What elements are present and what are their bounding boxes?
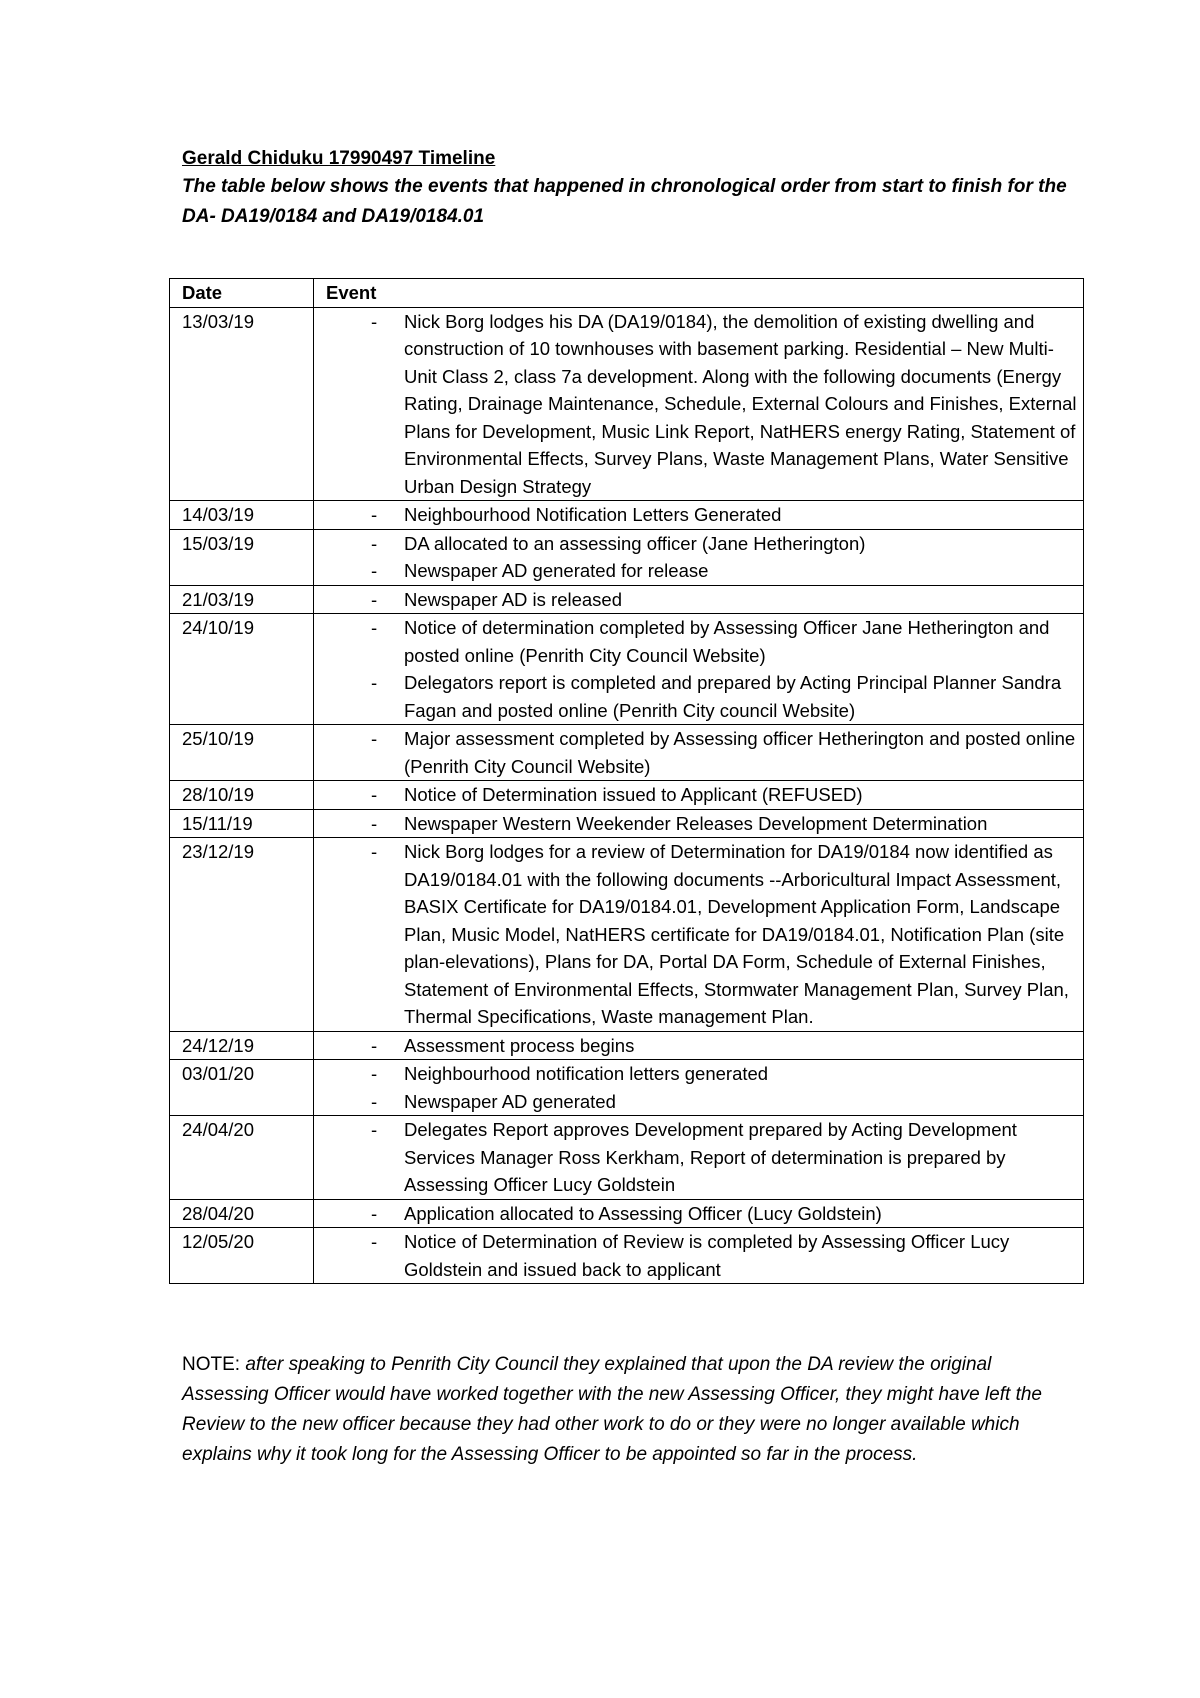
event-list — [326, 308, 1077, 501]
table-row — [170, 1228, 1084, 1284]
event-list — [326, 1032, 1077, 1060]
row-date: 25/10/19 — [170, 725, 314, 781]
event-list — [326, 1228, 1077, 1283]
row-events — [314, 307, 1084, 501]
table-row — [170, 725, 1084, 781]
event-list — [326, 838, 1077, 1031]
event-item: - Newspaper AD is released — [326, 586, 1077, 614]
column-header-event: Event — [314, 279, 1084, 308]
row-events — [314, 725, 1084, 781]
row-events — [314, 1199, 1084, 1228]
row-events — [314, 585, 1084, 614]
event-list — [326, 614, 1077, 724]
event-list — [326, 586, 1077, 614]
event-item: - Delegates Report approves Development prepared by Acting Development Services Manager Ross Kerkham, Report of determination is prepared by Assessing Officer Lucy Goldstein — [326, 1116, 1077, 1199]
event-item: - Newspaper Western Weekender Releases Development Determination — [326, 810, 1077, 838]
row-events — [314, 781, 1084, 810]
event-item: - Nick Borg lodges his DA (DA19/0184), the demolition of existing dwelling and construction of 10 townhouses with basement parking. Residential – New Multi-Unit Class 2, class 7a development. Along with the following documents (Energy Rating, Drainage Maintenance, Schedule, External Colours and Finishes, External Plans for Development, Music Link Report, NatHERS energy Rating, Statement of Environmental Effects, Survey Plans, Waste Management Plans, Water Sensitive Urban Design Strategy — [326, 308, 1077, 501]
row-events — [314, 809, 1084, 838]
table-row — [170, 585, 1084, 614]
event-item: - Notice of Determination issued to Applicant (REFUSED) — [326, 781, 1077, 809]
row-date: 13/03/19 — [170, 307, 314, 501]
row-date: 23/12/19 — [170, 838, 314, 1032]
row-events — [314, 501, 1084, 530]
event-item: - Application allocated to Assessing Officer (Lucy Goldstein) — [326, 1200, 1077, 1228]
row-date: 21/03/19 — [170, 585, 314, 614]
page-subtitle: The table below shows the events that happened in chronological order from start to finish for the DA- DA19/0184 and DA19/0184.01 — [182, 176, 1067, 227]
column-header-date: Date — [170, 279, 314, 308]
event-item: - Newspaper AD generated for release — [326, 557, 1077, 585]
table-row — [170, 1031, 1084, 1060]
event-list — [326, 1200, 1077, 1228]
table-row — [170, 1199, 1084, 1228]
row-events — [314, 614, 1084, 725]
event-item: - DA allocated to an assessing officer (Jane Hetherington) — [326, 530, 1077, 558]
timeline-body — [170, 307, 1084, 1284]
event-list — [326, 725, 1077, 780]
event-item: - Major assessment completed by Assessing officer Hetherington and posted online (Penrith City Council Website) — [326, 725, 1077, 780]
event-item: - Notice of determination completed by Assessing Officer Jane Hetherington and posted online (Penrith City Council Website) — [326, 614, 1077, 669]
event-list — [326, 781, 1077, 809]
row-events — [314, 1116, 1084, 1200]
event-list — [326, 530, 1077, 585]
row-events — [314, 1060, 1084, 1116]
note-paragraph — [182, 1350, 1082, 1470]
table-row — [170, 501, 1084, 530]
table-row — [170, 1116, 1084, 1200]
event-item: - Newspaper AD generated — [326, 1088, 1077, 1116]
row-date: 28/10/19 — [170, 781, 314, 810]
table-row — [170, 614, 1084, 725]
event-item: - Notice of Determination of Review is completed by Assessing Officer Lucy Goldstein and issued back to applicant — [326, 1228, 1077, 1283]
event-list — [326, 810, 1077, 838]
event-list — [326, 1116, 1077, 1199]
row-events — [314, 1228, 1084, 1284]
row-date: 24/04/20 — [170, 1116, 314, 1200]
event-item: - Neighbourhood Notification Letters Generated — [326, 501, 1077, 529]
row-events — [314, 1031, 1084, 1060]
event-list — [326, 1060, 1077, 1115]
table-row — [170, 809, 1084, 838]
row-events — [314, 838, 1084, 1032]
event-item: - Nick Borg lodges for a review of Determination for DA19/0184 now identified as DA19/0184.01 with the following documents --Arboricultural Impact Assessment, BASIX Certificate for DA19/0184.01, Development Application Form, Landscape Plan, Music Model, NatHERS certificate for DA19/0184.01, Notification Plan (site plan-elevations), Plans for DA, Portal DA Form, Schedule of External Finishes, Statement of Environmental Effects, Stormwater Management Plan, Survey Plan, Thermal Specifications, Waste management Plan. — [326, 838, 1077, 1031]
document-header — [182, 145, 1092, 232]
page-title: Gerald Chiduku 17990497 Timeline — [182, 148, 496, 169]
table-row — [170, 529, 1084, 585]
row-date: 24/12/19 — [170, 1031, 314, 1060]
row-date: 15/11/19 — [170, 809, 314, 838]
row-date: 12/05/20 — [170, 1228, 314, 1284]
row-date: 15/03/19 — [170, 529, 314, 585]
table-row — [170, 781, 1084, 810]
row-events — [314, 529, 1084, 585]
event-item: - Assessment process begins — [326, 1032, 1077, 1060]
event-item: - Neighbourhood notification letters generated — [326, 1060, 1077, 1088]
note-body: after speaking to Penrith City Council they explained that upon the DA review the original Assessing Officer would have worked together with the new Assessing Officer, they might have left the Review to the new officer because they had other work to do or they were no longer available which explains why it took long for the Assessing Officer to be appointed so far in the process. — [182, 1354, 1043, 1465]
table-row — [170, 307, 1084, 501]
row-date: 24/10/19 — [170, 614, 314, 725]
table-header-row — [170, 279, 1084, 308]
event-item: - Delegators report is completed and prepared by Acting Principal Planner Sandra Fagan and posted online (Penrith City council Website) — [326, 669, 1077, 724]
row-date: 28/04/20 — [170, 1199, 314, 1228]
table-row — [170, 1060, 1084, 1116]
table-row — [170, 838, 1084, 1032]
event-list — [326, 501, 1077, 529]
timeline-table — [169, 278, 1084, 1284]
note-label: NOTE: — [182, 1354, 241, 1375]
row-date: 14/03/19 — [170, 501, 314, 530]
row-date: 03/01/20 — [170, 1060, 314, 1116]
